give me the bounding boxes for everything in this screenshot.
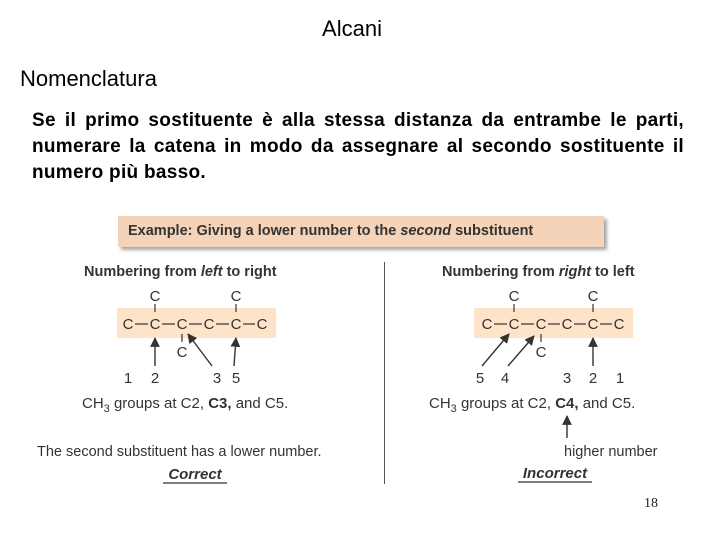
right-atom-3: C [535,316,547,333]
right-methyl-top-1: C [508,288,520,305]
left-verdict: Correct [168,466,222,483]
right-heading: Numbering from right to left [442,264,635,280]
right-verdict: Incorrect [522,465,588,482]
right-atom-4: C [561,316,573,333]
slide-title: Alcani [322,16,382,41]
right-note: higher number [564,444,658,460]
left-atom-6: C [256,316,268,333]
left-arrows [155,334,236,366]
left-methyl-top-2: C [230,288,242,305]
rule-paragraph: Se il primo sostituente è alla stessa distanza da entrambe le parti, numerare la catena in modo da assegnare al secondo sostituente il numero più basso. [32,110,684,183]
left-groups-text: $CH_3$ groups at C2, C3, and C5. [82,395,289,415]
left-number-2: 2 [150,370,160,387]
right-methyl-top-2: C [587,288,599,305]
example-header-prefix: Example: Giving a lower number to the [128,223,401,239]
slide-subtitle: Nomenclatura [20,66,157,91]
left-chain-highlight [117,308,276,338]
left-number-5: 5 [231,370,241,387]
left-number-1: 1 [123,370,133,387]
right-number-5: 5 [475,370,485,387]
left-heading: Numbering from left to right [84,264,277,280]
page-number: 18 [644,496,658,511]
left-atom-1: C [122,316,134,333]
right-groups-text: $CH_3$ groups at C2, C4, and C5. [429,395,636,415]
right-atom-5: C [587,316,599,333]
right-chain-highlight [474,308,633,338]
left-note: The second substituent has a lower number. [37,444,322,460]
left-numbers [124,370,240,387]
example-header-emphasis: second [400,223,452,239]
right-number-4: 4 [500,370,510,387]
left-atom-3: C [176,316,188,333]
right-number-2: 2 [588,370,598,387]
left-methyl-bottom: C [176,344,188,361]
right-number-3: 3 [562,370,572,387]
right-atom-6: C [613,316,625,333]
left-atom-5: C [230,316,242,333]
right-numbers [476,370,624,387]
right-atom-2: C [508,316,520,333]
left-atom-4: C [203,316,215,333]
right-number-1: 1 [615,370,625,387]
left-methyl-top-1: C [149,288,161,305]
right-methyl-bottom: C [535,344,547,361]
left-number-3: 3 [212,370,222,387]
example-header-suffix: substituent [451,223,534,239]
right-atom-1: C [481,316,493,333]
left-atom-2: C [149,316,161,333]
